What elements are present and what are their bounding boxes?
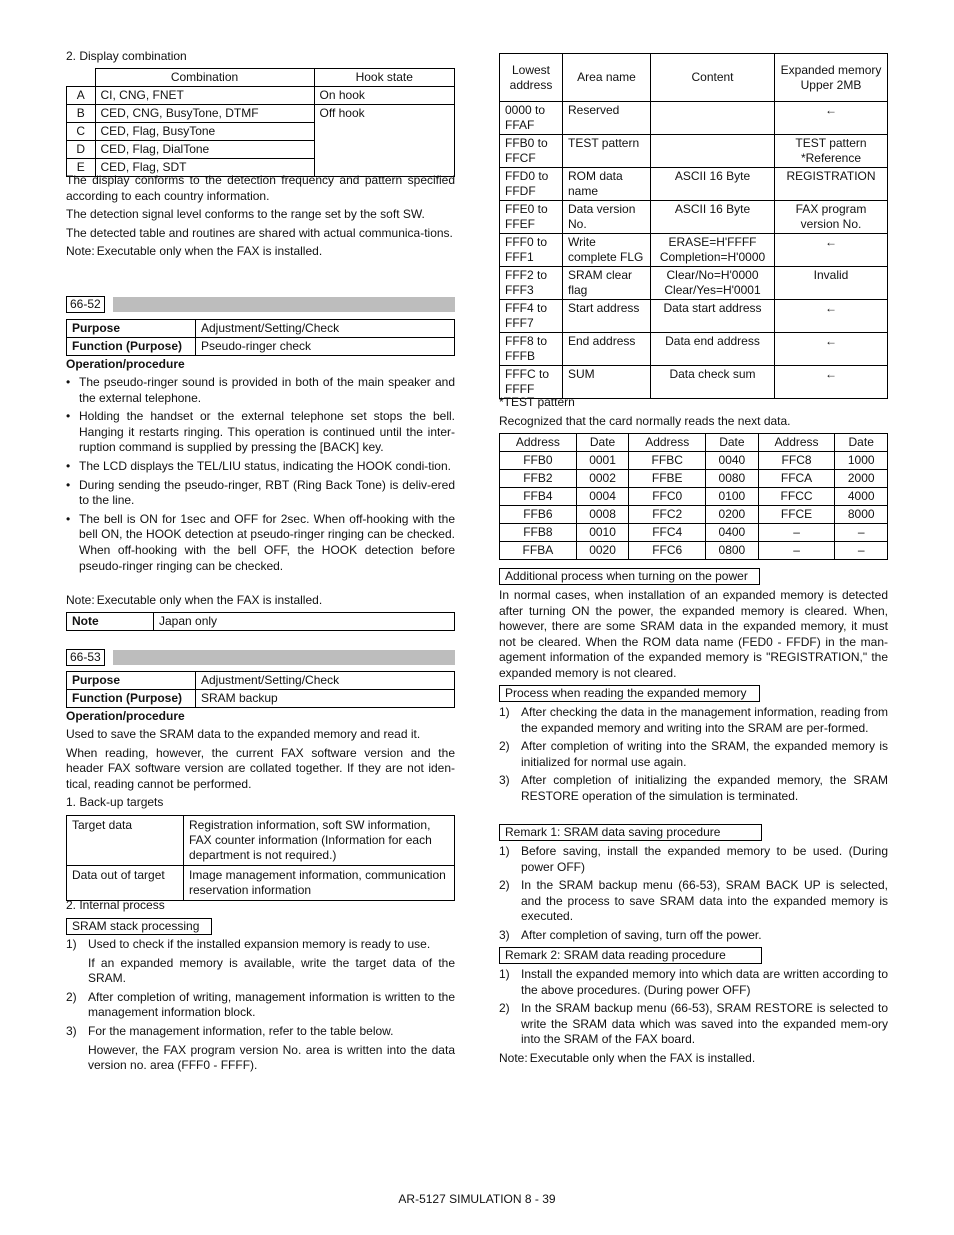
cell: FFB6: [500, 506, 577, 524]
step: 2) In the SRAM backup menu (66-53), SRAM BACK UP is selected, and the process to save SRAM data into the expanded memory is executed.: [499, 878, 888, 924]
cell-expanded: ←: [775, 366, 888, 399]
row-combination: CED, Flag, SDT: [95, 159, 314, 177]
cell: FFB2: [500, 470, 577, 488]
cell-content: Data check sum: [651, 366, 775, 399]
header-bar: [113, 650, 455, 665]
note-label: Note:: [66, 244, 95, 259]
row-id: A: [67, 87, 96, 105]
internal-heading: 2. Internal process: [66, 898, 165, 912]
operation-title: Operation/procedure: [66, 709, 185, 723]
out-value: Image management information, communication reservation information: [184, 866, 455, 901]
cell-expanded: ←: [775, 300, 888, 333]
cell: 0400: [706, 524, 759, 542]
header-cell: Address: [500, 434, 577, 452]
cell: 2000: [835, 470, 888, 488]
bullet-item: • The LCD displays the TEL/LIU status, indicating the HOOK condi-tion.: [66, 458, 451, 473]
header-cell: Date: [576, 434, 629, 452]
cell-content: ASCII 16 Byte: [651, 168, 775, 201]
step: However, the FAX program version No. area is written into the data version no. area (FFF0 - FFFF).: [88, 1042, 455, 1073]
cell-area: Start address: [563, 300, 651, 333]
purpose-label: Purpose: [67, 320, 196, 338]
cell: FFC2: [629, 506, 706, 524]
cell: FFC0: [629, 488, 706, 506]
cell: 0002: [576, 470, 629, 488]
row-combination: CED, Flag, BusyTone: [95, 123, 314, 141]
pseudo-ringer-bullets: [66, 375, 455, 577]
cell-area: Reserved: [563, 102, 651, 135]
cell-address: FFF0 to FFF1: [500, 234, 563, 267]
col-hook-state: Hook state: [314, 69, 455, 87]
note-line: [499, 1051, 755, 1065]
note-table: [66, 612, 455, 631]
step: 3) After completion of saving, turn off the power.: [499, 927, 762, 942]
note-label: Note:: [66, 593, 95, 607]
cell-expanded: REGISTRATION: [775, 168, 888, 201]
note-text: Executable only when the FAX is installed.: [529, 1051, 756, 1065]
paragraph: Used to save the SRAM data to the expanded memory and read it.: [66, 727, 421, 741]
note-table-value: Japan only: [154, 613, 455, 631]
cell-address: FFF4 to FFF7: [500, 300, 563, 333]
note-line: [66, 244, 455, 258]
cell: 0008: [576, 506, 629, 524]
cell: FFB0: [500, 452, 577, 470]
stack-box-wrapper: [66, 918, 212, 935]
step: 2) After completion of writing, management information is written to the management information block.: [66, 989, 455, 1020]
out-label: Data out of target: [67, 866, 184, 901]
purpose-label: Purpose: [67, 672, 196, 690]
cell-area: SUM: [563, 366, 651, 399]
step: 3) For the management information, refer to the table below.: [66, 1023, 394, 1038]
purpose-value: Adjustment/Setting/Check: [196, 672, 455, 690]
bullet-item: • Holding the handset or the external telephone set stops the bell. Hanging it restarts ringing. This operation is continued until the inter-ruption command is supplied by pressing the [BACK] key.: [66, 409, 455, 455]
cell: –: [835, 524, 888, 542]
additional-text: In normal cases, when installation of an expanded memory is detected after turning ON the power, the expanded memory is cleared. When, however, there are some SRAM data in the expanded memory, it must not be cleared. When the ROM data name (FED0 - FFDF) in the man-agement information of the expanded memory is "REGISTRATION," the expanded memory is not cleared.: [499, 588, 888, 680]
cell: 0100: [706, 488, 759, 506]
function-label: Function (Purpose): [67, 690, 196, 708]
row-id: B: [67, 105, 96, 123]
cell: FFC8: [758, 452, 835, 470]
header-cell: Address: [758, 434, 835, 452]
display-paragraphs: [66, 173, 455, 258]
sim-66-53-purpose-table: [66, 671, 455, 708]
test-address-table: [499, 433, 888, 560]
cell-content: ASCII 16 Byte: [651, 201, 775, 234]
reading-steps: [499, 705, 888, 805]
page-footer: AR-5127 SIMULATION 8 - 39: [398, 1192, 556, 1206]
row-id: D: [67, 141, 96, 159]
cell: FFBE: [629, 470, 706, 488]
cell: –: [758, 542, 835, 560]
display-combination-heading: 2. Display combination: [66, 49, 187, 63]
sram-stack-box: SRAM stack processing: [66, 918, 212, 935]
paragraph: When reading, however, the current FAX software version and the header FAX software version are collated together. If they are not iden-tical, reading cannot be performed.: [66, 745, 455, 791]
sim-66-53-header: [66, 649, 455, 666]
remark1-box-wrapper: [499, 824, 762, 841]
header-bar: [113, 297, 455, 312]
cell-area: Data version No.: [563, 201, 651, 234]
cell: 0080: [706, 470, 759, 488]
header-cell: Address: [629, 434, 706, 452]
bullet-item: • The bell is ON for 1sec and OFF for 2sec. When off-hooking with the bell ON, the HOOK detection at pseudo-ringer ringing can be checked. When off-hooking with the bell OFF, the HOOK detection before pseudo-ringer ringing can be checked.: [66, 511, 455, 573]
cell: FFC6: [629, 542, 706, 560]
cell: FFB8: [500, 524, 577, 542]
cell-address: FFE0 to FFEF: [500, 201, 563, 234]
cell-address: FFF8 to FFFB: [500, 333, 563, 366]
step: If an expanded memory is available, write the target data of the SRAM.: [88, 955, 455, 986]
recognized-text: Recognized that the card normally reads the next data.: [499, 414, 791, 428]
col-combination: Combination: [95, 69, 314, 87]
sim-code: 66-53: [66, 649, 105, 666]
hook-off: Off hook: [314, 105, 455, 177]
remark2-box: Remark 2: SRAM data reading procedure: [499, 947, 762, 964]
note-label: Note:: [499, 1051, 528, 1065]
display-combination-table: [66, 68, 455, 177]
note-line: [66, 593, 322, 607]
cell-area: TEST pattern: [563, 135, 651, 168]
step: 1) Used to check if the installed expansion memory is ready to use.: [66, 937, 431, 951]
hook-on: On hook: [314, 87, 455, 105]
function-value: SRAM backup: [196, 690, 455, 708]
sim-66-52-header: [66, 296, 455, 313]
header-cell: Area name: [563, 54, 651, 102]
cell-content: Data end address: [651, 333, 775, 366]
cell-address: 0000 to FFAF: [500, 102, 563, 135]
cell: 0004: [576, 488, 629, 506]
sim-66-52-purpose-table: [66, 319, 455, 356]
step: 2) After completion of writing into the SRAM, the expanded memory is initialized for normal use again.: [499, 739, 888, 769]
cell-expanded: ←: [775, 102, 888, 135]
cell: FFBA: [500, 542, 577, 560]
bullet-item: • The pseudo-ringer sound is provided in both of the main speaker and the external telephone.: [66, 375, 455, 405]
sim-code: 66-52: [66, 296, 105, 313]
row-combination: CED, Flag, DialTone: [95, 141, 314, 159]
reading-process-box: Process when reading the expanded memory: [499, 685, 760, 702]
cell-address: FFB0 to FFCF: [500, 135, 563, 168]
cell-expanded: FAX program version No.: [775, 201, 888, 234]
cell: –: [758, 524, 835, 542]
cell: 0040: [706, 452, 759, 470]
backup-targets-table: [66, 815, 455, 901]
remark2-box-wrapper: [499, 947, 762, 964]
note-table-label: Note: [67, 613, 154, 631]
cell: 0010: [576, 524, 629, 542]
header-cell: Date: [835, 434, 888, 452]
cell: FFB4: [500, 488, 577, 506]
management-info-table: [499, 53, 888, 399]
row-combination: CED, CNG, BusyTone, DTMF: [95, 105, 314, 123]
cell: FFBC: [629, 452, 706, 470]
cell: 0020: [576, 542, 629, 560]
cell-content: [651, 135, 775, 168]
cell-area: ROM data name: [563, 168, 651, 201]
cell: 1000: [835, 452, 888, 470]
cell: 0800: [706, 542, 759, 560]
remark2-steps: [499, 967, 888, 1048]
note-text: Executable only when the FAX is installed.: [96, 244, 323, 259]
cell: 0001: [576, 452, 629, 470]
row-id: E: [67, 159, 96, 177]
cell-content: Data start address: [651, 300, 775, 333]
paragraph: The detection signal level conforms to the range set by the soft SW.: [66, 207, 425, 222]
row-id: C: [67, 123, 96, 141]
paragraph: The detected table and routines are shared with actual communica-tions.: [66, 225, 453, 240]
cell: FFCC: [758, 488, 835, 506]
sram-intro: [66, 727, 455, 811]
cell: –: [835, 542, 888, 560]
cell-expanded: TEST pattern *Reference: [775, 135, 888, 168]
additional-process-box: Additional process when turning on the power: [499, 568, 760, 585]
remark1-box: Remark 1: SRAM data saving procedure: [499, 824, 762, 841]
cell-expanded: ←: [775, 333, 888, 366]
cell: 0200: [706, 506, 759, 524]
purpose-value: Adjustment/Setting/Check: [196, 320, 455, 338]
cell-area: End address: [563, 333, 651, 366]
operation-title: Operation/procedure: [66, 357, 185, 371]
reading-box-wrapper: [499, 685, 760, 702]
backup-heading: 1. Back-up targets: [66, 795, 164, 810]
paragraph: The display conforms to the detection frequency and pattern specified according to each country information.: [66, 173, 455, 203]
header-cell: Lowest address: [500, 54, 563, 102]
cell: 8000: [835, 506, 888, 524]
cell-area: SRAM clear flag: [563, 267, 651, 300]
header-cell: Date: [706, 434, 759, 452]
step: 1) Install the expanded memory into which data are written according to the above procedures. (During power OFF): [499, 967, 888, 997]
cell-address: FFF2 to FFF3: [500, 267, 563, 300]
stack-steps: [66, 937, 455, 1074]
step: 2) In the SRAM backup menu (66-53), SRAM RESTORE is selected to write the SRAM data which was saved into the expanded mem-ory into the SRAM of the FAX board.: [499, 1001, 888, 1047]
remark1-steps: [499, 844, 888, 944]
function-value: Pseudo-ringer check: [196, 338, 455, 356]
bullet-item: • During sending the pseudo-ringer, RBT (Ring Back Tone) is deliv-ered to the line.: [66, 477, 455, 508]
cell-content: ERASE=H'FFFF Completion=H'0000: [651, 234, 775, 267]
cell-address: FFD0 to FFDF: [500, 168, 563, 201]
cell: 4000: [835, 488, 888, 506]
additional-box-wrapper: [499, 568, 760, 585]
cell-expanded: ←: [775, 234, 888, 267]
target-label: Target data: [67, 816, 184, 866]
row-combination: CI, CNG, FNET: [95, 87, 314, 105]
step: 1) After checking the data in the management information, reading from the expanded memory and writing into the SRAM are per-formed.: [499, 705, 888, 735]
cell: FFCA: [758, 470, 835, 488]
cell: FFC4: [629, 524, 706, 542]
cell: FFCE: [758, 506, 835, 524]
cell-content: Clear/No=H'0000 Clear/Yes=H'0001: [651, 267, 775, 300]
function-label: Function (Purpose): [67, 338, 196, 356]
target-value: Registration information, soft SW information, FAX counter information (Information for each department is not required.): [184, 816, 455, 866]
step: 1) Before saving, install the expanded memory to be used. (During power OFF): [499, 844, 888, 874]
step: 3) After completion of initializing the expanded memory, the SRAM RESTORE operation of the simulation is terminated.: [499, 773, 888, 803]
header-cell: Content: [651, 54, 775, 102]
cell-expanded: Invalid: [775, 267, 888, 300]
cell-content: [651, 102, 775, 135]
cell-area: Write complete FLG: [563, 234, 651, 267]
cell-address: FFFC to FFFF: [500, 366, 563, 399]
header-cell: Expanded memory Upper 2MB: [775, 54, 888, 102]
note-text: Executable only when the FAX is installed.: [96, 593, 323, 607]
test-pattern-label: *TEST pattern: [499, 395, 575, 409]
